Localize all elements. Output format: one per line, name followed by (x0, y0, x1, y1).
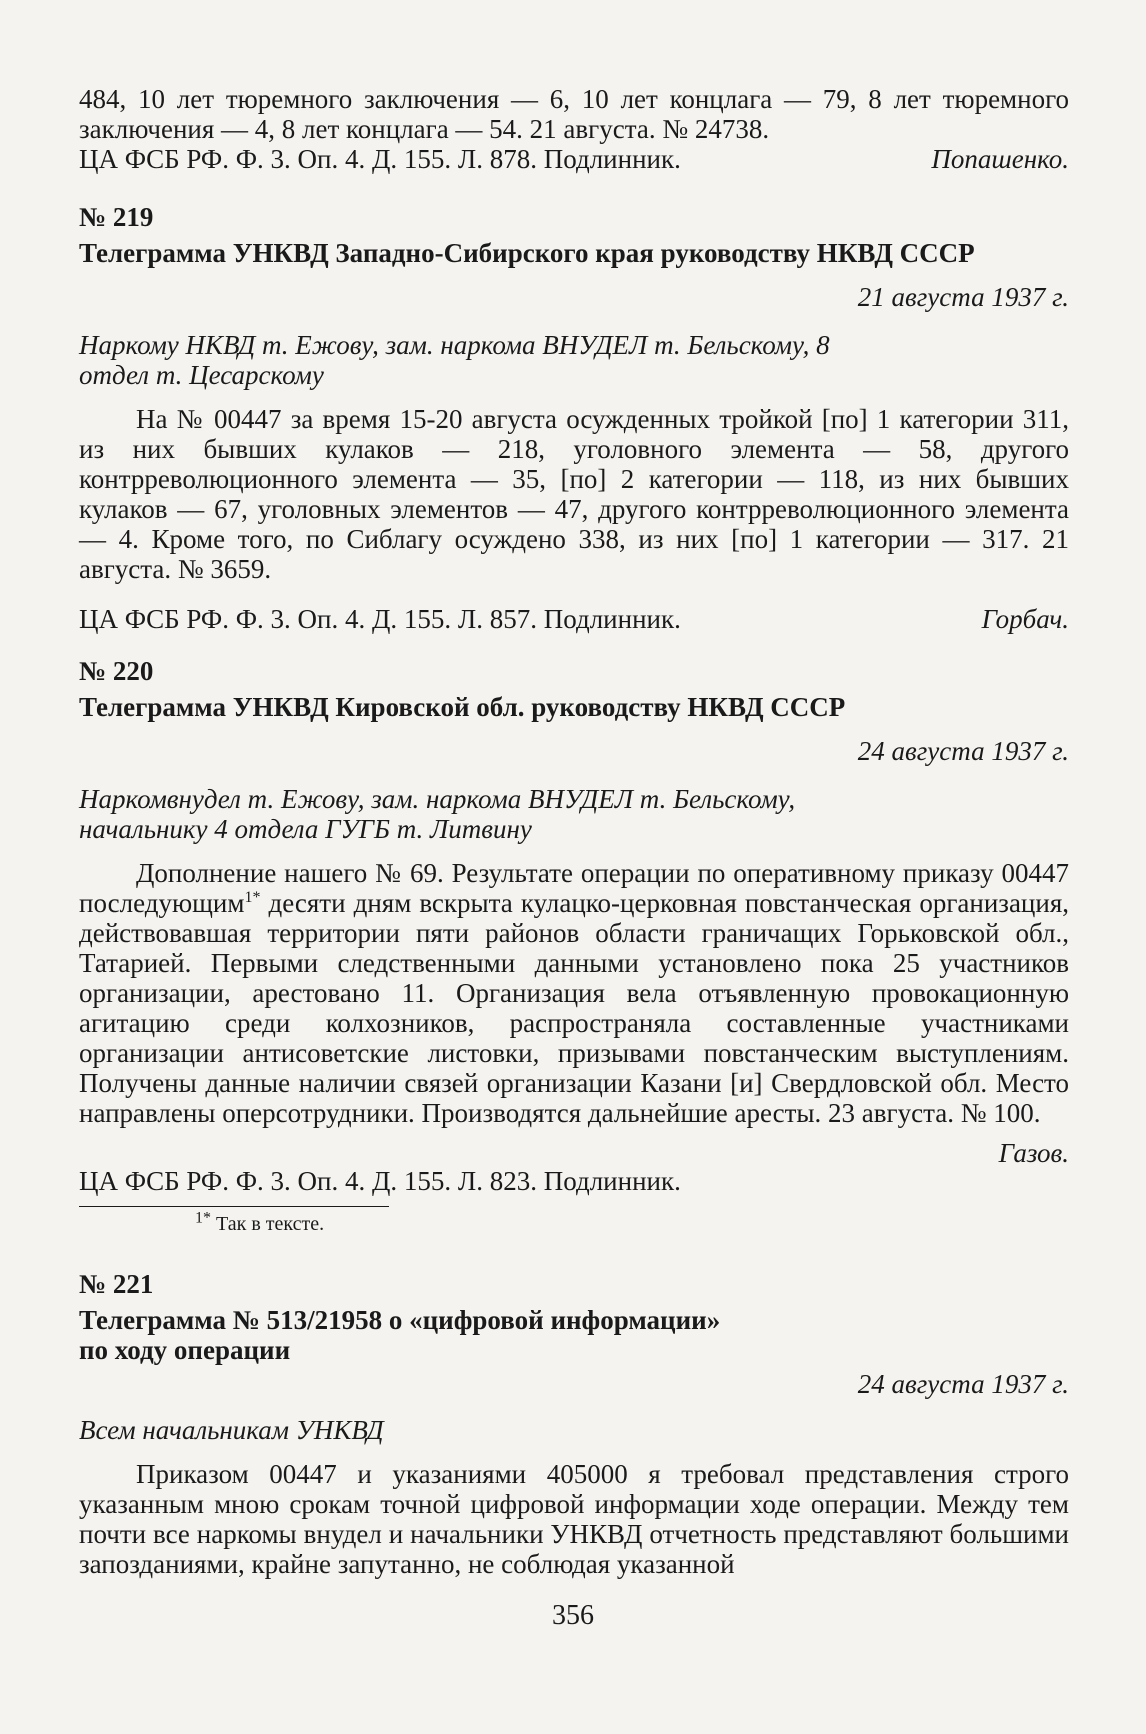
document-date: 21 августа 1937 г. (857, 282, 1069, 312)
body-text: Дополнение нашего № 69. Результате операции по оперативному приказу 00447 последующим (79, 858, 1069, 918)
footnote-mark: 1* (244, 889, 261, 906)
document-date: 24 августа 1937 г. (857, 736, 1069, 766)
document-date: 24 августа 1937 г. (857, 1369, 1069, 1399)
document-body (79, 858, 1069, 1128)
document-number: № 219 (79, 202, 154, 232)
document-title: Телеграмма УНКВД Кировской обл. руководству НКВД СССР (79, 692, 846, 722)
archive-source: ЦА ФСБ РФ. Ф. 3. Оп. 4. Д. 155. Л. 823. Подлинник. (79, 1166, 681, 1196)
footnote-mark: 1* (195, 1209, 211, 1227)
addressee: Наркому НКВД т. Ежову, зам. наркома ВНУДЕЛ т. Бельскому, 8 отдел т. Цесарскому (79, 330, 830, 390)
document-number: № 220 (79, 656, 154, 686)
page-number: 356 (552, 1600, 594, 1631)
footnote (195, 1209, 1069, 1239)
document-body: На № 00447 за время 15-20 августа осужденных тройкой [по] 1 категории 311, из них бывших кулаков — 218, уголовного элемента — 58, другого контрреволюционного элемента — 35, [по] 2 категории — 118, из них бывших кулаков — 67, уголовных элементов — 47, другого контрреволюционного элемента — 4. Кроме того, по Сиблагу осуждено 338, из них [по] 1 категории — 317. 21 августа. № 3659. (79, 404, 1069, 584)
document-body: Приказом 00447 и указаниями 405000 я требовал представления строго указанным мною срокам точной цифровой информации ходе операции. Между тем почти все наркомы внудел и начальники УНКВД отчетность представляют большими запозданиями, крайне запутанно, не соблюдая указанной (79, 1459, 1069, 1579)
signature: Газов. (998, 1138, 1069, 1168)
addressee: Всем начальникам УНКВД (79, 1415, 384, 1445)
document-number: № 221 (79, 1269, 154, 1299)
footnote-text: Так в тексте. (211, 1213, 325, 1235)
document-title: Телеграмма № 513/21958 о «цифровой информации» по ходу операции (79, 1305, 721, 1365)
signature: Попашенко. (931, 144, 1069, 174)
body-text: десяти дням вскрыта кулацко-церковная повстанческая организация, действовавшая территории пяти районов области граничащих Горьковской обл., Татарией. Первыми следственными данными установлено пока 25 участников организации, арестовано 11. Организация вела отъявленную провокационную агитацию среди колхозников, распространяла составленные участниками организации антисоветские листовки, призывами повстанческим выступлениям. Получены данные наличии связей организации Казани [и] Свердловской обл. Место направлены оперсотрудники. Производятся дальнейшие аресты. 23 августа. № 100. (79, 888, 1069, 1128)
archive-source: ЦА ФСБ РФ. Ф. 3. Оп. 4. Д. 155. Л. 878. Подлинник. (79, 144, 681, 174)
footnote-divider (79, 1206, 389, 1207)
addressee: Наркомвнудел т. Ежову, зам. наркома ВНУДЕЛ т. Бельскому, начальнику 4 отдела ГУГБ т. Литвину (79, 784, 796, 844)
archive-source: ЦА ФСБ РФ. Ф. 3. Оп. 4. Д. 155. Л. 857. Подлинник. (79, 604, 681, 634)
signature: Горбач. (981, 604, 1069, 634)
page-text (79, 84, 1069, 1579)
continued-text: 484, 10 лет тюремного заключения — 6, 10 лет концлага — 79, 8 лет тюремного заключения — 4, 8 лет концлага — 54. 21 августа. № 24738. (79, 84, 1069, 144)
document-title: Телеграмма УНКВД Западно-Сибирского края руководству НКВД СССР (79, 238, 975, 268)
